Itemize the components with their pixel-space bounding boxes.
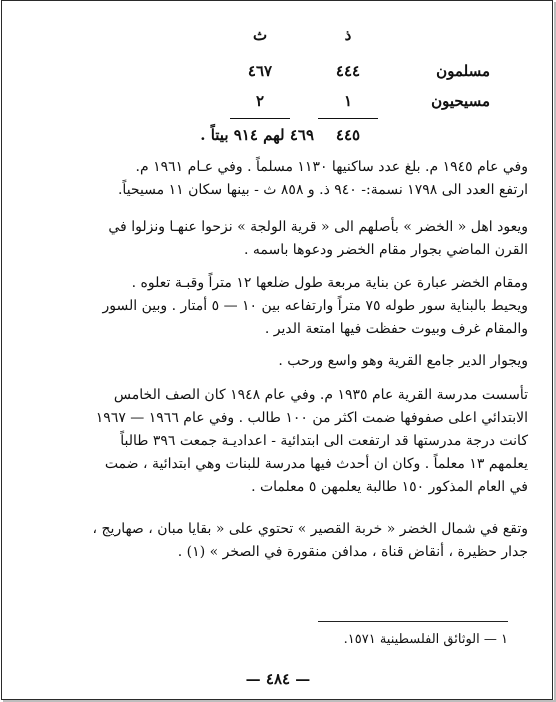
row-label-muslims: مسلمون bbox=[436, 62, 490, 80]
paragraph-line: وتقع في شمال الخضر « خربة القصير » تحتوي على « بقايا مبان ، صهاريج ، bbox=[92, 521, 528, 537]
row-label-christians: مسيحيون bbox=[431, 92, 490, 110]
paragraph-origin bbox=[28, 216, 528, 262]
paragraph-line: تأسست مدرسة القرية عام ١٩٣٥ م. وفي عام ١٩٤٨ كان الصف الخامس bbox=[113, 387, 528, 403]
paragraph-shrine bbox=[28, 272, 528, 341]
row-value-dhal-muslims: ٤٤٤ bbox=[335, 62, 361, 80]
paragraph-line: ارتفع العدد الى ١٧٩٨ نسمة:- ٩٤٠ ذ. و ٨٥٨ ث - بينها سكان ١١ مسيحياً. bbox=[117, 182, 528, 198]
table-header-row bbox=[210, 26, 490, 56]
paragraph-line: ويحيط بالبناية سور طوله ٧٥ متراً وارتفاعه بين ١٠ — ٥ أمتار . وبين السور bbox=[102, 298, 528, 314]
paragraph-line: القرن الماضي بجوار مقام الخضر ودعوها باسمه . bbox=[243, 242, 528, 258]
header-dhal: ذ bbox=[344, 26, 352, 44]
paragraph-school bbox=[28, 384, 528, 499]
paragraph-line: كانت درجة مدرستها قد ارتفعت الى ابتدائية - اعداديـة جمعت ٣٩٦ طالباً bbox=[120, 433, 528, 449]
row-value-dhal-christians: ١ bbox=[343, 92, 353, 110]
table-row-christians bbox=[210, 92, 490, 122]
footnote-divider bbox=[318, 621, 508, 622]
footnote: ١ — الوثائق الفلسطينية ١٥٧١. bbox=[343, 632, 508, 647]
paragraph-line: ويعود اهل « الخضر » بأصلهم الى « قرية الولجة » نزحوا عنهـا ونزلوا في bbox=[108, 219, 528, 235]
table-row-muslims bbox=[210, 62, 490, 92]
paragraph-line: ومقام الخضر عبارة عن بناية مربعة طول ضلعها ١٢ متراً وقبـة تعلوه . bbox=[131, 275, 528, 291]
paragraph-ruins bbox=[28, 518, 528, 564]
page-number: — ٤٨٤ — bbox=[245, 670, 311, 688]
paragraph-line: الابتدائي اعلى صفوفها ضمت اكثر من ١٠٠ طالب . وفي عام ١٩٦٦ — ١٩٦٧ bbox=[95, 410, 528, 426]
paragraph-mosque bbox=[28, 350, 528, 373]
paragraph-line: ويجوار الدير جامع القرية وهو واسع ورحب . bbox=[278, 353, 528, 369]
table-row-total bbox=[200, 126, 490, 156]
paragraph-line: يعلمهم ١٣ معلماً . وكان ان أحدث فيها مدرسة للبنات وهي ابتدائية ، ضمت bbox=[104, 456, 528, 472]
paragraph-line: وفي عام ١٩٤٥ م. بلغ عدد ساكنيها ١١٣٠ مسلماً . وفي عـام ١٩٦١ م. bbox=[135, 159, 528, 175]
sum-line-thaa bbox=[230, 118, 290, 119]
paragraph-population bbox=[28, 156, 528, 202]
paragraph-line: جدار حظيرة ، أنقاض قناة ، مدافن منقورة في الصخر » (١) . bbox=[177, 544, 528, 560]
paragraph-line: والمقام غرف وبيوت حفظت فيها امتعة الدير . bbox=[264, 321, 528, 337]
total-thaa: ٤٦٩ لهم ٩١٤ بيتاً . bbox=[200, 126, 314, 144]
header-thaa: ث bbox=[252, 26, 268, 44]
population-table bbox=[200, 26, 490, 156]
total-dhal: ٤٤٥ bbox=[335, 126, 361, 144]
row-value-thaa-christians: ٢ bbox=[255, 92, 265, 110]
paragraph-line: في العام المذكور ١٥٠ طالبة يعلمهن ٥ معلمات . bbox=[251, 479, 528, 495]
sum-line-dhal bbox=[318, 118, 378, 119]
row-value-thaa-muslims: ٤٦٧ bbox=[247, 62, 273, 80]
